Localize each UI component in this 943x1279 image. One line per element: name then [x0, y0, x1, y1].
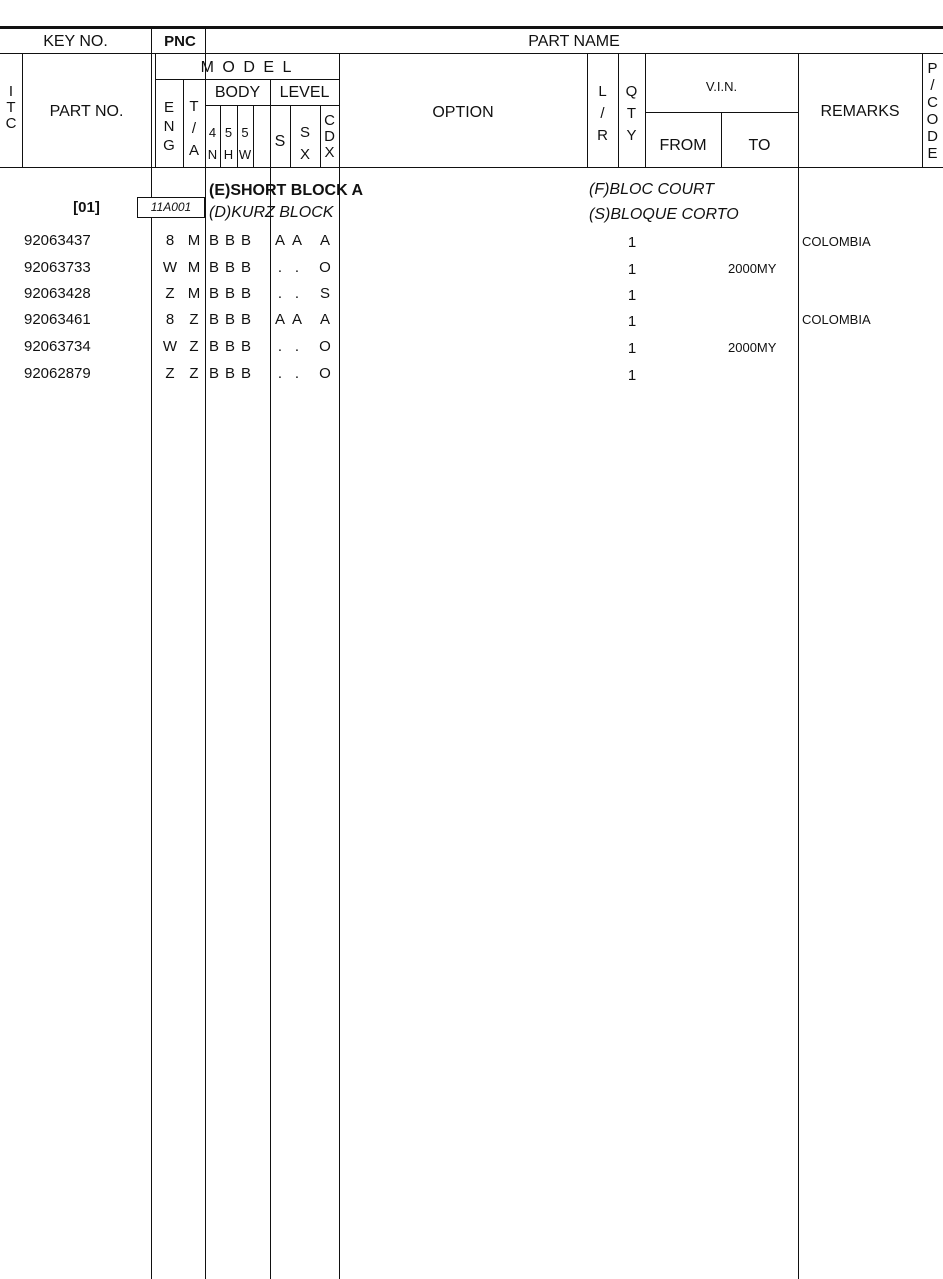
ta-cell: Z — [189, 338, 199, 355]
ta-cell: M — [187, 285, 201, 302]
level-cell: . — [277, 285, 283, 302]
body-cell: B — [224, 285, 235, 302]
body-cell: B — [208, 338, 219, 355]
itc-header: I T C — [5, 83, 17, 132]
qty-cell: 1 — [627, 261, 637, 278]
ta-cell: Z — [189, 365, 199, 382]
level-cell: O — [319, 338, 331, 355]
eng-cell: 8 — [165, 232, 175, 249]
qty-header: Q T Y — [625, 83, 638, 144]
body-cell: B — [240, 311, 251, 328]
level-cell: . — [294, 365, 300, 382]
body-cell: B — [240, 259, 251, 276]
qty-cell: 1 — [627, 234, 637, 251]
part-name-spanish: (S)BLOQUE CORTO — [589, 206, 739, 223]
vin-from-header: FROM — [659, 137, 707, 154]
body-cell: B — [240, 285, 251, 302]
ta-header: T / A — [188, 98, 199, 159]
part-no-cell: 92063437 — [24, 232, 91, 249]
remarks-cell: COLOMBIA — [802, 312, 871, 327]
ta-cell: Z — [189, 311, 199, 328]
key-no-value: [01] — [73, 199, 100, 216]
eng-cell: W — [162, 338, 178, 355]
eng-header: E N G — [163, 99, 175, 154]
body-cell: B — [208, 365, 219, 382]
body-cell: B — [224, 232, 235, 249]
level-cell: A — [274, 232, 285, 249]
body-header: BODY — [214, 84, 261, 101]
body-cell: B — [208, 311, 219, 328]
qty-cell: 1 — [627, 367, 637, 384]
qty-cell: 1 — [627, 287, 637, 304]
vin-to-header: TO — [748, 137, 771, 154]
part-no-cell: 92063461 — [24, 311, 91, 328]
body-cell: B — [224, 338, 235, 355]
part-no-cell: 92063734 — [24, 338, 91, 355]
level-cell: . — [294, 285, 300, 302]
pnc-value: 11A001 — [137, 197, 205, 218]
level-cell: . — [277, 338, 283, 355]
eng-cell: 8 — [165, 311, 175, 328]
part-no-cell: 92063733 — [24, 259, 91, 276]
level-cell: A — [291, 232, 302, 249]
qty-cell: 1 — [627, 313, 637, 330]
body-col-5h: 5 H — [223, 125, 234, 162]
body-cell: B — [240, 338, 251, 355]
level-cell: . — [294, 259, 300, 276]
part-name-header: PART NAME — [528, 33, 620, 50]
level-cell: O — [319, 365, 331, 382]
level-cell: S — [319, 285, 330, 302]
pnc-header: PNC — [164, 33, 196, 50]
ta-cell: M — [187, 232, 201, 249]
body-cell: B — [224, 259, 235, 276]
key-no-header: KEY NO. — [43, 33, 108, 50]
body-cell: B — [208, 285, 219, 302]
level-cell: A — [319, 232, 330, 249]
lr-header: L / R — [597, 83, 608, 144]
vin-to-cell: 2000MY — [728, 340, 777, 355]
eng-cell: Z — [165, 285, 175, 302]
body-col-4n: 4 N — [207, 125, 218, 162]
level-cell: A — [291, 311, 302, 328]
qty-cell: 1 — [627, 340, 637, 357]
body-cell: B — [208, 259, 219, 276]
level-cell: . — [294, 338, 300, 355]
part-no-cell: 92062879 — [24, 365, 91, 382]
ta-cell: M — [187, 259, 201, 276]
level-cell: O — [319, 259, 331, 276]
level-cell: A — [274, 311, 285, 328]
part-no-header: PART NO. — [49, 103, 124, 120]
part-name-german: (D)KURZ BLOCK — [209, 204, 334, 221]
body-cell: B — [224, 365, 235, 382]
body-cell: B — [224, 311, 235, 328]
vin-header: V.I.N. — [705, 79, 738, 94]
part-name-english: (E)SHORT BLOCK A — [209, 182, 364, 199]
level-cell: . — [277, 259, 283, 276]
option-header: OPTION — [432, 104, 494, 121]
body-col-5w: 5 W — [238, 125, 252, 162]
eng-cell: W — [162, 259, 178, 276]
part-name-french: (F)BLOC COURT — [589, 181, 715, 198]
body-cell: B — [240, 365, 251, 382]
pcode-header: P / C O D E — [926, 60, 939, 162]
body-cell: B — [240, 232, 251, 249]
level-cell: . — [277, 365, 283, 382]
vin-to-cell: 2000MY — [728, 261, 777, 276]
part-no-cell: 92063428 — [24, 285, 91, 302]
model-header: M O D E L — [200, 59, 294, 76]
level-col-sx: S X — [299, 124, 310, 163]
remarks-cell: COLOMBIA — [802, 234, 871, 249]
level-col-s: S — [274, 133, 286, 150]
level-col-cdx: C D X — [324, 112, 335, 161]
eng-cell: Z — [165, 365, 175, 382]
remarks-header: REMARKS — [820, 103, 900, 120]
body-cell: B — [208, 232, 219, 249]
level-cell: A — [319, 311, 330, 328]
level-header: LEVEL — [279, 84, 330, 101]
